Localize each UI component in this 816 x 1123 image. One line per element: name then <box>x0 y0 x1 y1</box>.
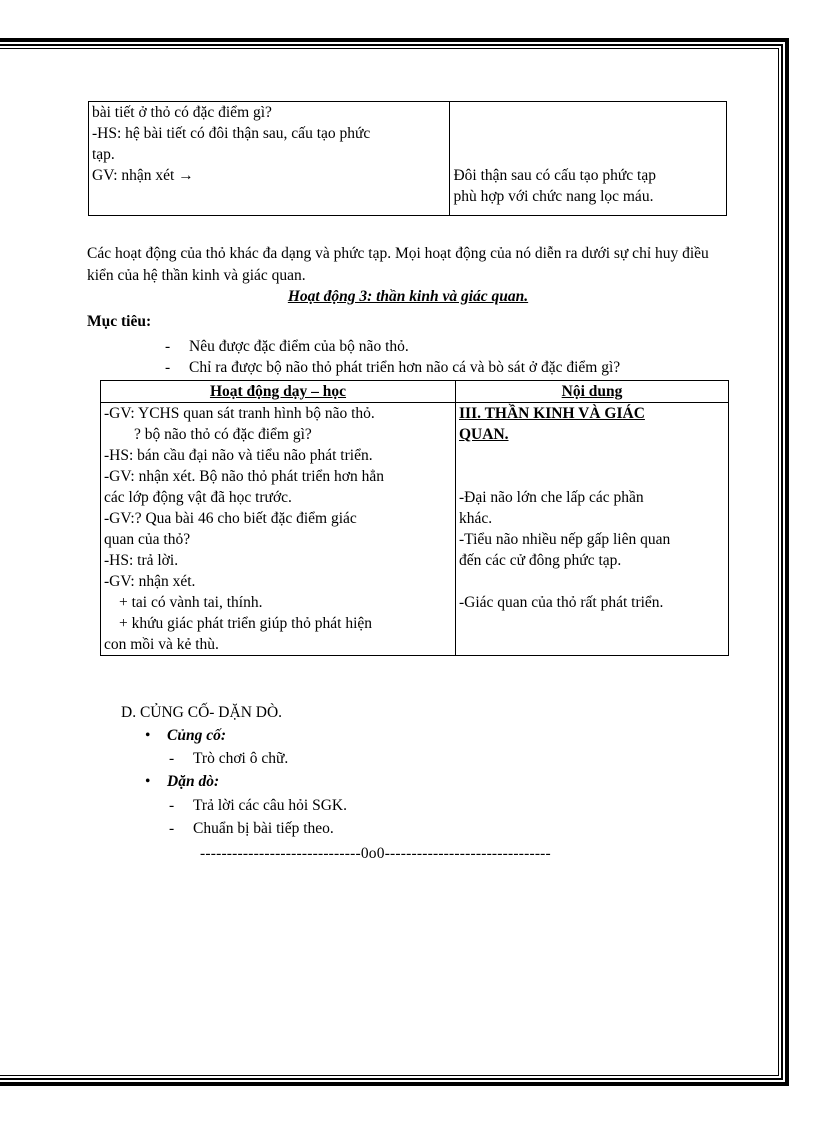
intro-paragraph: Các hoạt động của thỏ khác đa dạng và phức tạp. Mọi hoạt động của nó diễn ra dưới sự chỉ huy điều kiển của hệ thần kinh và giác quan. <box>87 245 709 284</box>
cell-line: -Đại não lớn che lấp các phần <box>459 489 644 506</box>
cell-line: -Tiểu não nhiều nếp gấp liên quan <box>459 531 671 548</box>
bullet-icon: • <box>145 773 151 790</box>
cell-line: ? bộ não thỏ có đặc điểm gì? <box>134 426 312 443</box>
cell-line: + tai có vành tai, thính. <box>119 594 263 611</box>
activity-table <box>100 380 729 656</box>
cell-line: -GV: YCHS quan sát tranh hình bộ não thỏ. <box>104 405 375 422</box>
table-row <box>89 102 727 216</box>
column-header: Hoạt động dạy – học <box>101 381 456 403</box>
cell-line: con mồi và kẻ thù. <box>104 636 219 653</box>
section-heading: III. THẦN KINH VÀ GIÁC <box>459 405 645 422</box>
cell-line: -GV: nhận xét. <box>104 573 196 590</box>
continuation-table <box>88 101 727 216</box>
cell-line: -HS: hệ bài tiết có đôi thận sau, cấu tạo phức <box>92 125 371 142</box>
list-item: - Trò chơi ô chữ. <box>169 750 289 767</box>
cell-line: + khứu giác phát triển giúp thỏ phát hiện <box>119 615 373 632</box>
content-cell <box>456 403 729 656</box>
cell-line: đến các cử đông phức tạp. <box>459 552 622 569</box>
cell-line: phù hợp với chức nang lọc máu. <box>453 188 654 205</box>
goals-list <box>165 336 620 378</box>
list-item: - Chuẩn bị bài tiếp theo. <box>169 820 334 837</box>
cell-line: -HS: bán cầu đại não và tiểu não phát triển. <box>104 447 373 464</box>
goals-label: Mục tiêu: <box>87 313 152 330</box>
cell-line: khác. <box>459 510 493 527</box>
end-separator: ------------------------------0o0------------------------------- <box>200 845 551 862</box>
activity-title: Hoạt động 3: thần kinh và giác quan. <box>287 288 529 305</box>
cell-line: bài tiết ở thỏ có đặc điểm gì? <box>92 104 272 121</box>
table-header-row <box>101 381 729 403</box>
cell-line: quan của thỏ? <box>104 531 191 548</box>
summary-title: D. CỦNG CỐ- DẶN DÒ. <box>121 704 283 721</box>
teaching-cell <box>101 403 456 656</box>
table-row <box>101 403 729 656</box>
bullet-icon: • <box>145 727 151 744</box>
cell-line: các lớp động vật đã học trước. <box>104 489 292 506</box>
cung-co-heading: • Củng cố: <box>145 727 226 744</box>
dan-do-heading: • Dặn dò: <box>145 773 220 790</box>
cell-line: Đôi thận sau có cấu tạo phức tạp <box>453 167 656 184</box>
section-heading: QUAN. <box>459 426 509 443</box>
cell-line: -HS: trả lời. <box>104 552 179 569</box>
cell-line: -GV:? Qua bài 46 cho biết đặc điểm giác <box>104 510 357 527</box>
list-item: - Trả lời các câu hỏi SGK. <box>169 797 347 814</box>
cell-line: tạp. <box>92 146 115 163</box>
list-item: - Chỉ ra được bộ não thỏ phát triển hơn não cá và bò sát ở đặc điểm gì? <box>165 359 621 376</box>
column-header: Nội dung <box>456 381 729 403</box>
list-item: - Nêu được đặc điểm của bộ não thỏ. <box>165 338 409 355</box>
content-cell <box>450 102 727 216</box>
cell-line: -Giác quan của thỏ rất phát triển. <box>459 594 664 611</box>
cell-line: -GV: nhận xét. Bộ não thỏ phát triển hơn hẳn <box>104 468 384 485</box>
teaching-cell <box>89 102 450 216</box>
cell-line: GV: nhận xét → <box>92 167 194 184</box>
